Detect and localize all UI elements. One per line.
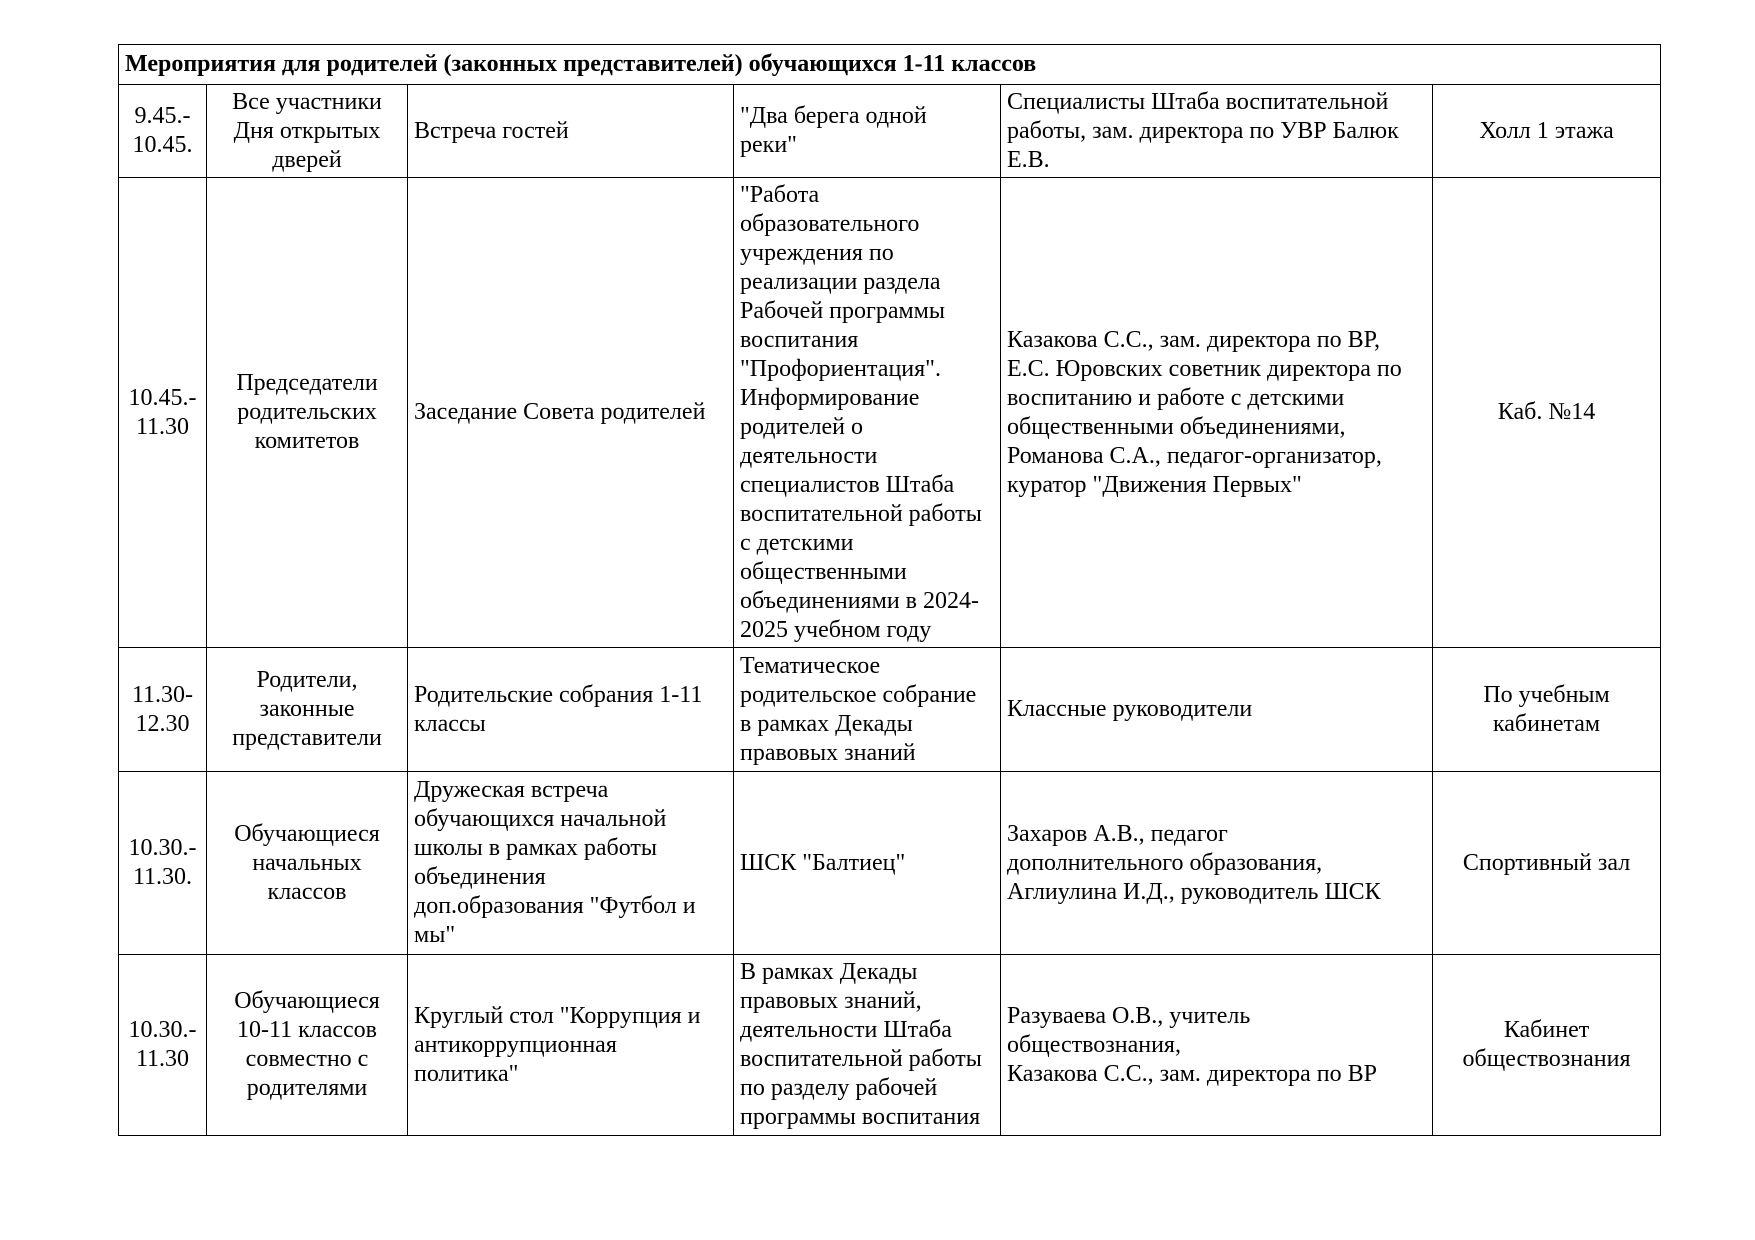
participants-text: Родители, законные представители: [232, 667, 382, 751]
table-row: [119, 772, 1661, 955]
time-cell: [119, 772, 207, 955]
time-text: 10.30.- 11.30: [128, 1017, 197, 1072]
event-text: Заседание Совета родителей: [414, 399, 706, 425]
table-row: [119, 178, 1661, 648]
table-row: [119, 648, 1661, 772]
responsible-cell: [1001, 648, 1433, 772]
table-row: [119, 85, 1661, 178]
participants-text: Обучающиеся 10-11 классов совместно с родителями: [234, 988, 380, 1101]
place-text: Холл 1 этажа: [1479, 117, 1614, 144]
topic-text: "Работа образовательного учреждения по реализации раздела Рабочей программы воспитания "Профориентация". Информирование родителей о деятельности специалистов Штаба воспитательной работы с детскими общественными объединениями в 2024- 2025 учебном году: [740, 181, 982, 643]
responsible-text: Разуваева О.В., учитель обществознания, Казакова С.С., зам. директора по ВР: [1007, 1002, 1377, 1087]
participants-cell: [207, 955, 408, 1136]
participants-cell: [207, 648, 408, 772]
topic-cell: [734, 178, 1001, 648]
table-row: [119, 955, 1661, 1136]
responsible-cell: [1001, 772, 1433, 955]
responsible-cell: [1001, 178, 1433, 648]
participants-cell: [207, 772, 408, 955]
participants-text: Председатели родительских комитетов: [236, 370, 378, 454]
participants-text: Обучающиеся начальных классов: [234, 820, 380, 905]
event-cell: [408, 772, 734, 955]
responsible-text: Специалисты Штаба воспитательной работы, зам. директора по УВР Балюк Е.В.: [1007, 88, 1399, 173]
time-text: 9.45.- 10.45.: [132, 103, 193, 158]
responsible-text: Классные руководители: [1007, 696, 1253, 722]
topic-text: ШСК "Балтиец": [740, 849, 906, 876]
place-text: Спортивный зал: [1462, 849, 1631, 876]
topic-cell: [734, 648, 1001, 772]
responsible-cell: [1001, 85, 1433, 178]
place-cell: [1433, 955, 1661, 1136]
place-cell: [1433, 178, 1661, 648]
event-text: Дружеская встреча обучающихся начальной школы в рамках работы объединения доп.образования "Футбол и мы": [414, 777, 696, 948]
topic-text: В рамках Декады правовых знаний, деятельности Штаба воспитательной работы по разделу рабочей программы воспитания: [740, 959, 982, 1130]
events-table: [118, 44, 1661, 1136]
time-text: 10.30.- 11.30.: [128, 835, 197, 890]
participants-cell: [207, 178, 408, 648]
responsible-text: Захаров А.В., педагог дополнительного образования, Аглиулина И.Д., руководитель ШСК: [1007, 820, 1381, 905]
time-cell: [119, 648, 207, 772]
time-cell: [119, 178, 207, 648]
topic-cell: [734, 955, 1001, 1136]
table-title: Мероприятия для родителей (законных представителей) обучающихся 1-11 классов: [119, 45, 1661, 85]
place-text: Кабинет обществознания: [1462, 1017, 1631, 1072]
place-text: По учебным кабинетам: [1483, 681, 1610, 737]
topic-cell: [734, 772, 1001, 955]
document-page: [118, 44, 1661, 1136]
topic-text: "Два берега одной реки": [740, 103, 927, 158]
time-text: 10.45.- 11.30: [128, 384, 197, 440]
event-cell: [408, 178, 734, 648]
place-cell: [1433, 772, 1661, 955]
event-text: Родительские собрания 1-11 классы: [414, 681, 703, 737]
participants-text: Все участники Дня открытых дверей: [232, 88, 382, 173]
place-cell: [1433, 648, 1661, 772]
topic-cell: [734, 85, 1001, 178]
place-cell: [1433, 85, 1661, 178]
place-text: Каб. №14: [1497, 399, 1596, 425]
responsible-cell: [1001, 955, 1433, 1136]
participants-cell: [207, 85, 408, 178]
time-text: 11.30- 12.30: [131, 681, 194, 737]
event-cell: [408, 85, 734, 178]
event-text: Встреча гостей: [414, 117, 569, 144]
event-text: Круглый стол "Коррупция и антикоррупционная политика": [414, 1002, 701, 1087]
table-title-row: [119, 45, 1661, 85]
time-cell: [119, 85, 207, 178]
responsible-text: Казакова С.С., зам. директора по ВР, Е.С. Юровских советник директора по воспитанию и работе с детскими общественными объединениями, Романова С.А., педагог-организатор, куратор "Движения Первых": [1007, 326, 1402, 498]
event-cell: [408, 955, 734, 1136]
time-cell: [119, 955, 207, 1136]
event-cell: [408, 648, 734, 772]
topic-text: Тематическое родительское собрание в рамках Декады правовых знаний: [740, 652, 977, 766]
